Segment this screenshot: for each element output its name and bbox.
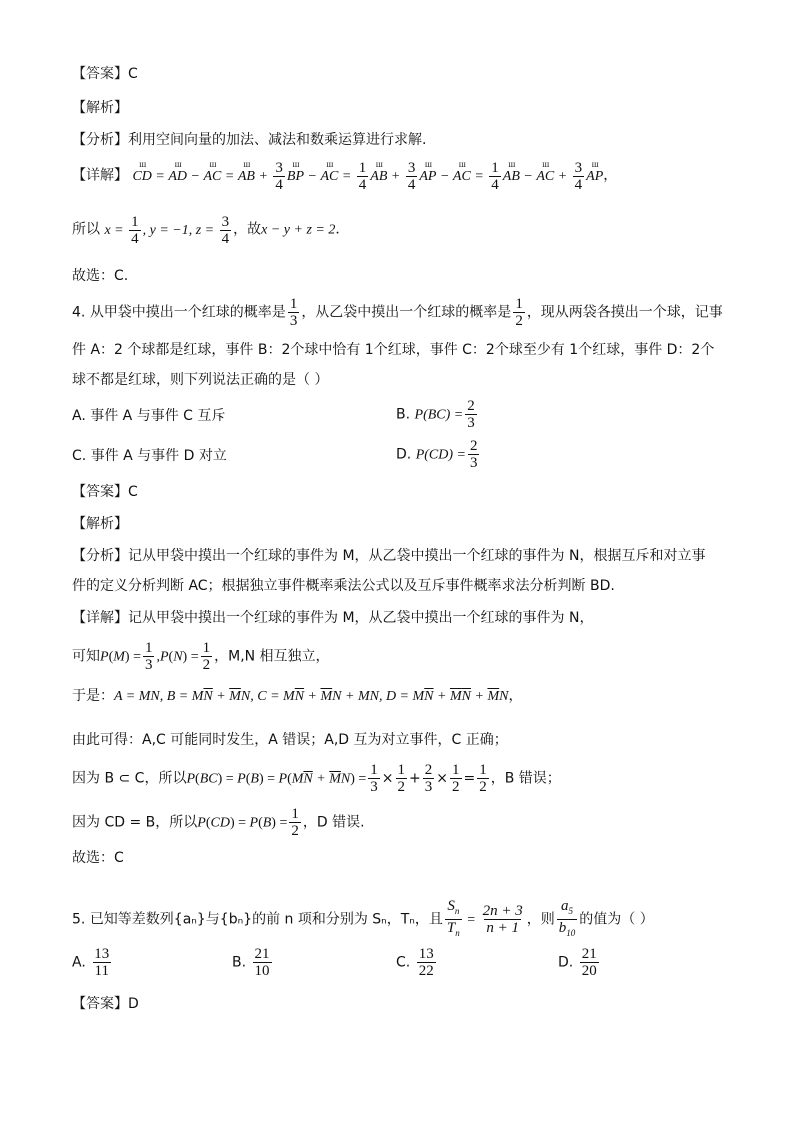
q3-therefore: 所以 x = $\frac{1}{4}$ , y = −1, z = $\frac{3}{4}$ ，故x − y + z = 2．	[72, 214, 350, 247]
answer-value: D	[128, 996, 139, 1012]
q4-analysis-heading: 【解析】	[72, 516, 128, 532]
xyz-sum: x − y + z = 2	[261, 222, 336, 238]
analysis-text: 利用空间向量的加法、减法和数乘运算进行求解.	[128, 132, 427, 148]
q4-stem-line1: 4. 从甲袋中摸出一个红球的概率是 $\frac{1}{3}$ ，从乙袋中摸出一个红球的概率是 $\frac{1}{2}$ ，现从两袋各摸出一个球，记事	[72, 296, 723, 329]
q5-option-c: C. $\frac{13}{22}$	[396, 946, 434, 979]
q4-answer: 【答案】C	[72, 484, 138, 500]
answer-tag: 【答案】	[72, 66, 128, 82]
q4-hence: 由此可得：A,C 可能同时发生，A 错误；A,D 互为对立事件，C 正确；	[72, 732, 508, 748]
question-number: 5.	[72, 911, 86, 928]
xyz-values: x = $\frac{1}{4}$ , y = −1, z = $\frac{3}{4}$	[104, 214, 230, 247]
q4-detail-line1: 【详解】记从甲袋中摸出一个红球的事件为 M，从乙袋中摸出一个红球的事件为 N，	[72, 610, 594, 626]
q5-option-b: B. $\frac{21}{10}$	[232, 946, 270, 979]
q3-analysis-heading: 【解析】	[72, 100, 128, 116]
answer-value: C	[128, 66, 138, 82]
q4-choose: 故选：C	[72, 850, 124, 866]
q3-answer	[72, 64, 138, 84]
analysis-tag: 【分析】	[72, 132, 128, 148]
q4-option-d: D. P(CD) = $\frac{2}{3}$	[396, 438, 478, 471]
q3-detail: 【详解】 ш CD = ш AD − ш AC = ш AB + $\frac{3}{4}$ ш BP − ш AC = $\frac{1}{4}$ ш AB + $\frac{3}{4}$ ш AP − ш AC = $\frac{1}{4}$ ш AB − ш AC + $\frac{3}{4}$ ш AP，	[72, 160, 617, 193]
vector-equation: ш CD = ш AD − ш AC = ш AB + $\frac{3}{4}$ ш BP − ш AC = $\frac{1}{4}$ ш AB + $\frac{3}{4}$ ш AP − ш AC = $\frac{1}{4}$ ш AB − ш AC + $\frac{3}{4}$ ш AP	[132, 169, 603, 184]
q4-because: 因为 B ⊂ C，所以$P(BC) = P(B) = P(M\overline{N} + \overline{M}N)$ = $\frac{1}{3}$ × $\frac{1}{2}$ + $\frac{2}{3}$ × $\frac{1}{2}$ = $\frac{1}{2}$ ，B 错误；	[72, 762, 561, 795]
q4-stem-line3: 球不都是红球，则下列说法正确的是（ ）	[72, 372, 329, 388]
q3-analysis	[72, 130, 426, 150]
q5-stem: 5. 已知等差数列{aₙ}与{bₙ}的前 n 项和分别为 Sₙ，Tₙ，且 $\frac{S_n}{T_n}$ = $\frac{2n + 3}{n + 1}$ ，则 $\frac{a_5}{b_{10}}$ 的值为（ ）	[72, 898, 654, 941]
q4-analysis-line2: 件的定义分析判断 AC；根据独立事件概率乘法公式以及互斥事件概率求法分析判断 BD.	[72, 578, 615, 594]
q5-option-d: D. $\frac{21}{20}$	[558, 946, 597, 979]
q4-option-b: B. P(BC) = $\frac{2}{3}$	[396, 398, 475, 431]
question-number: 4.	[72, 304, 86, 321]
q4-option-c: C. 事件 A 与事件 D 对立	[72, 448, 227, 464]
q4-option-a: A. 事件 A 与事件 C 互斥	[72, 408, 226, 424]
answer-value: C	[128, 484, 138, 500]
q4-so: 于是：A = MN, $B = M\overline{N} + \overline{M}N$, $C = M\overline{N} + \overline{M}N$ + MN, $D = M\overline{N} + \overline{M}\overline{N} + \overline{M}N$，	[72, 688, 523, 704]
q4-known: 可知P(M) = $\frac{1}{3}$ ,P(N) = $\frac{1}{2}$ ，M,N 相互独立，	[72, 640, 330, 673]
q3-choose: 故选：C.	[72, 268, 129, 284]
q5-answer: 【答案】D	[72, 996, 139, 1012]
q4-stem-line2: 件 A：2 个球都是红球，事件 B：2个球中恰有 1个红球，事件 C：2个球至少有 1个红球，事件 D：2个	[72, 342, 715, 358]
detail-tag: 【详解】	[72, 167, 128, 184]
q4-analysis-line1: 【分析】记从甲袋中摸出一个红球的事件为 M，从乙袋中摸出一个红球的事件为 N，根据互斥和对立事	[72, 548, 706, 564]
q5-option-a: A. $\frac{13}{11}$	[72, 946, 110, 979]
q4-because2: 因为 CD = B，所以P(CD) = P(B) = $\frac{1}{2}$ ，D 错误.	[72, 806, 365, 839]
